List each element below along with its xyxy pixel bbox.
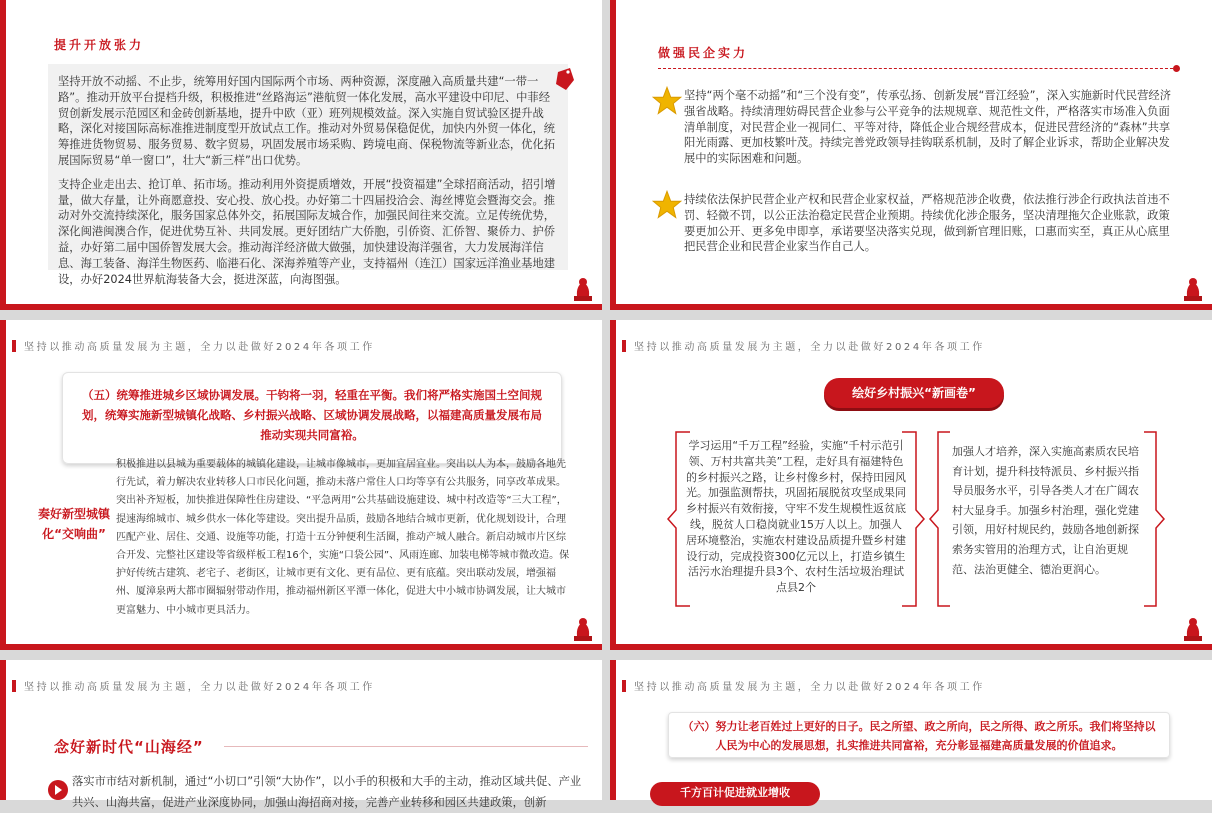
header-text: 坚持以推动高质量发展为主题，全力以赴做好2024年各项工作 [634, 342, 985, 353]
body-text: 落实市市结对新机制，通过“小切口”引领“大协作”，以小手的积极和大手的主动，推动区域共促、产业共兴、山海共富，促进产业深度协同，加强山海招商对接，完善产业转移和园区共建政策，创新 [72, 775, 582, 809]
body-text: 积极推进以县城为重要载体的城镇化建设，让城市像城市，更加宜居宜业。突出以人为本，鼓励各地先行先试，着力解决农业转移人口市民化问题，推动未落户常住人口均等享有公共服务，同享改革成果。突出补齐短板，加快推进保障性住房建设、“平急两用”公共基础设施建设、城中村改造等“三大工程”，提速海绵城市、城乡供水一体化等建设。突出提升品质，鼓励各地结合城市更新，优化规划设计，合理匹配产业、居住、交通、设施等功能，打造十五分钟便利生活圈，推动产城人融合。新启动城市片区综合开发、完整社区建设等省级样板工程16个，实施“口袋公园”、风雨连廊、加装电梯等城市微改造。保护好传统古建筑、老宅子、老街区，让城市更有文化、更有品位、更有底蕴。突出联动发展，增强福州、厦漳泉两大都市圈辐射带动作用，推动福州新区平潭一体化，促进大中小城市协调发展，让大城市更富魅力、中小城市更具活力。 [116, 459, 570, 616]
slide-header [12, 678, 375, 693]
slide-livelihood[interactable] [610, 660, 1212, 800]
lion-statue-icon [572, 616, 594, 642]
box-lead: （五）统筹推进城乡区域协调发展。 [82, 388, 266, 402]
divider [224, 746, 588, 747]
paragraph: 支持企业走出去、抢订单、拓市场。推动利用外资提质增效，开展“投资福建”全球招商活动，招引增量，做大存量，让外商愿意投、安心投、放心投。办好第二十四届投洽会、海丝博览会暨海交会。推动对外交流持续深化，服务国家总体外交，拓展国际友城合作，加强民间往来交流。立足传统优势，深化闽港闽澳合作，促进优势互补、共同发展。更好团结广大侨胞，引侨资、汇侨智、聚侨力、护侨益，办好第二届中国侨智发展大会。推动海洋经济做大做强，加快建设海洋强省，大力发展海洋信息、海工装备、海洋生物医药、临港石化、深海养殖等产业，支持福州（连江）国家远洋渔业基地建设，办好2024世界航海装备大会，挺进深蓝，向海图强。 [58, 177, 556, 286]
right-text: 加强人才培养，深入实施高素质农民培育计划，提升科技特派员、乡村振兴指导员服务水平，引导各类人才在广阔农村大显身手。加强乡村治理，强化党建引领，用好村规民约，鼓励各地创新探索务实管用的治理方式，让自治更规范、法治更健全、德治更润心。 [952, 445, 1139, 576]
side-label: 奏好新型城镇化“交响曲” [37, 507, 110, 541]
box-text: 干钧将一羽，轻重在平衡。我们将严格实施国土空间规划，统筹实施新型城镇化战略、乡村振兴战略、区域协调发展战略，以福建高质量发展布局推动实现共同富裕。 [82, 388, 542, 442]
list-item [652, 88, 1172, 167]
divider [658, 68, 1178, 69]
right-bracket-panel [928, 430, 1166, 608]
bottom-bar [6, 304, 602, 310]
lion-statue-icon [1182, 616, 1204, 642]
paragraph: 持续依法保护民营企业产权和民营企业家权益，严格规范涉企收费，依法推行涉企行政执法首违不罚、轻微不罚，以公正法治稳定民营企业预期。持续优化涉企服务，坚决清理拖欠企业账款，政策要更加公开、更多免申即享，承诺要坚决落实兑现，做到新官理旧账，口惠而实至，真正从心底里把民营企业和民营企业家当作自己人。 [684, 193, 1170, 254]
highlight-box [62, 372, 562, 464]
slide-mountain-sea[interactable] [0, 660, 602, 809]
lion-statue-icon [1182, 276, 1204, 302]
paragraph: 坚持开放不动摇、不止步，统筹用好国内国际两个市场、两种资源，深度融入高质量共建“一带一路”。推动开放平台提档升级，积极推进“丝路海运”港航贸一体化发展，高水平建设中印尼、中菲经贸创新发展示范园区和金砖创新基地，提升中欧（亚）班列规模效益。深入实施自贸试验区提升战略，深化对接国际高标准推进制度型开放试点工作。推动对外贸易保稳促优，加快内外贸一体化，统筹推进货物贸易、服务贸易、数字贸易，巩固发展市场采购、跨境电商、保税物流等新业态，优化拓展国际贸易“单一窗口”，壮大“新三样”出口优势。 [58, 75, 556, 167]
header-text: 坚持以推动高质量发展为主题，全力以赴做好2024年各项工作 [24, 342, 375, 353]
header-mark [12, 340, 16, 352]
slide-title: 提升开放张力 [54, 38, 145, 52]
arrow-right-icon [48, 780, 68, 800]
star-icon [652, 190, 682, 220]
slide-header [12, 338, 375, 353]
highlight-box: （六）努力让老百姓过上更好的日子。民之所望、政之所向，民之所得、政之所乐。我们将坚持以人民为中心的发展思想，扎实推进共同富裕，充分彰显福建高质量发展的价值追求。 [668, 712, 1170, 758]
bottom-bar [616, 644, 1212, 650]
slide-open-up[interactable] [0, 0, 602, 310]
header-mark [622, 680, 626, 692]
slide-urban-rural[interactable] [0, 320, 602, 650]
lion-statue-icon [572, 276, 594, 302]
slide-private-enterprise[interactable] [610, 0, 1212, 310]
header-text: 坚持以推动高质量发展为主题，全力以赴做好2024年各项工作 [634, 682, 985, 693]
header-text: 坚持以推动高质量发展为主题，全力以赴做好2024年各项工作 [24, 682, 375, 693]
bottom-bar [616, 304, 1212, 310]
content-box [48, 64, 568, 286]
slide-title: 念好新时代“山海经” [54, 738, 204, 756]
slide-header [622, 678, 985, 693]
header-mark [622, 340, 626, 352]
slide-header [622, 338, 985, 353]
bottom-bar [6, 644, 602, 650]
section-pill: 绘好乡村振兴“新画卷” [824, 378, 1004, 408]
slide-rural-revival[interactable] [610, 320, 1212, 650]
section-pill: 千方百计促进就业增收 [650, 782, 820, 806]
tag-icon [554, 66, 576, 92]
header-mark [12, 680, 16, 692]
star-icon [652, 86, 682, 116]
left-text: 学习运用“千万工程”经验，实施“千村示范引领、万村共富共美”工程，走好具有福建特色的乡村振兴之路，让乡村像乡村，保持田园风光。加强监测帮扶，巩固拓展脱贫攻坚成果同乡村振兴有效衔接，守牢不发生规模性返贫底线，脱贫人口稳岗就业15万人以上。加强人居环境整治，实施农村建设品质提升暨乡村建设行动，完成投资300亿元以上，打造乡镇生活污水治理提升县3个、农村生活垃圾治理试点县2个 [686, 439, 906, 595]
slide-title: 做强民企实力 [658, 46, 749, 60]
left-bracket-panel [666, 430, 926, 608]
paragraph: 坚持“两个毫不动摇”和“三个没有变”，传承弘扬、创新发展“晋江经验”，深入实施新时代民营经济强省战略。持续清理妨碍民营企业参与公平竞争的法规规章、规范性文件，严格落实市场准入负面清单制度，对民营企业一视同仁、平等对待，降低企业合规经营成本，促进民营经济的“森林”共享阳光雨露、更加枝繁叶茂。持续完善党政领导挂钩联系机制，及时了解企业诉求，帮助企业解决发展中的实际困难和问题。 [684, 89, 1171, 166]
list-item [652, 192, 1172, 255]
